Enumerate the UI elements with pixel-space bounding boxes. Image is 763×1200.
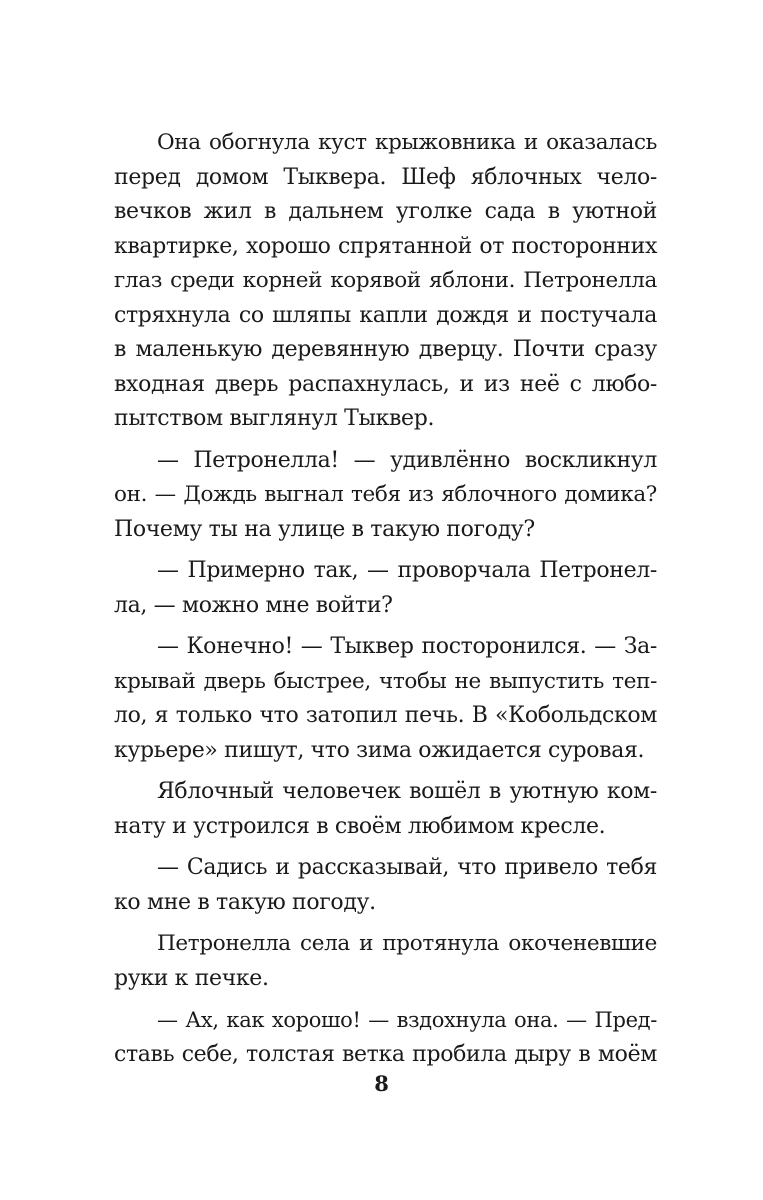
text-line: он. — Дождь выгнал тебя из яблочного домика? [114,482,657,507]
text-line: курьере» пишут, что зима ожидается суровая. [114,737,645,763]
text-line: квартирке, хорошо спрятанной от посторонних [114,233,657,259]
text-line: — Садись и рассказывай, что привело тебя [157,855,657,880]
text-line: ла, — можно мне войти? [114,592,393,618]
text-line: ло, я только что затопил печь. В «Кобольдском [114,703,657,728]
page-number: 8 [374,1071,389,1096]
text-line: Яблочный человечек вошёл в уютную ком- [157,779,657,804]
text-line: ставь себе, толстая ветка пробила дыру в моём [114,1041,657,1067]
text-line: Почему ты на улице в такую погоду? [114,516,535,542]
paragraph [114,630,657,768]
text-line: нату и устроился в своём любимом кресле. [114,813,606,839]
text-line: входная дверь распахнулась, и из неё с любо- [114,371,657,397]
paragraph [114,851,657,920]
paragraph [114,1003,657,1072]
paragraph [114,927,657,996]
paragraph [114,775,657,844]
text-line: пытством выглянул Тыквер. [114,406,435,431]
text-line: крывай дверь быстрее, чтобы не выпустить теп- [114,668,657,694]
text-line: вечков жил в дальнем уголке сада в уютной [114,199,657,224]
text-line: — Петронелла! — удивлённо воскликнул [157,447,657,473]
paragraph [114,554,657,623]
paragraph [114,444,657,548]
text-line: в маленькую деревянную дверцу. Почти сразу [114,337,657,362]
text-line: — Конечно! — Тыквер посторонился. — За- [157,634,657,659]
text-line: — Ах, как хорошо! — вздохнула она. — Пред- [157,1008,657,1032]
text-line: руки к печке. [114,965,269,991]
text-line: глаз среди корней корявой яблони. Петронелла [114,268,657,293]
text-line: Она обогнула куст крыжовника и оказалась [157,130,657,155]
text-line: — Примерно так, — проворчала Петронел- [157,558,657,583]
text-line: стряхнула со шляпы капли дождя и постучала [114,302,657,328]
text-line: ко мне в такую погоду. [114,889,376,915]
book-page-text [114,126,657,1079]
paragraph [114,126,657,437]
text-line: перед домом Тыквера. Шеф яблочных чело- [114,164,657,190]
text-line: Петронелла села и протянула окоченевшие [157,931,657,956]
